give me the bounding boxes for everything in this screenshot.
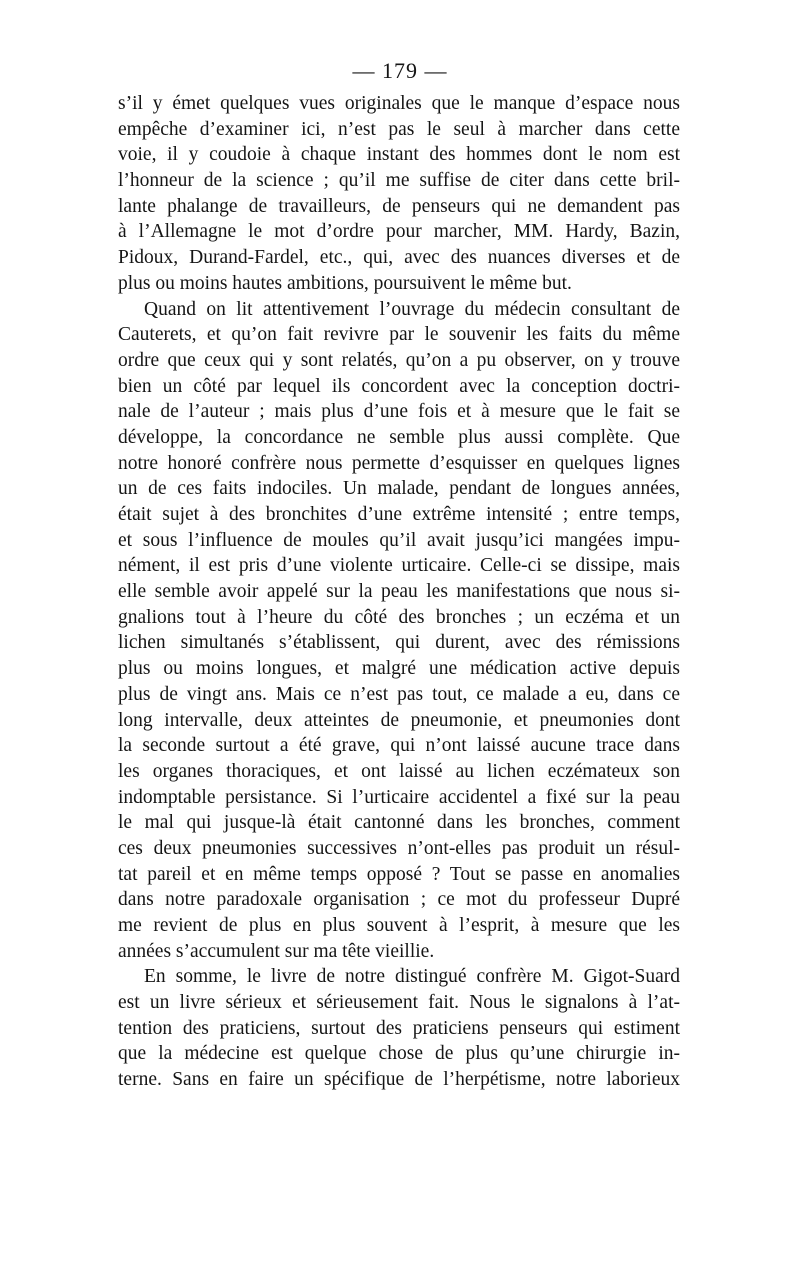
text-line: me revient de plus en plus souvent à l’esprit, à mesure que les <box>118 915 680 936</box>
paragraph <box>118 297 680 965</box>
text-line: ces deux pneumonies successives n’ont-elles pas produit un résul- <box>118 837 680 859</box>
text-line: tention des praticiens, surtout des praticiens penseurs qui estiment <box>118 1017 680 1039</box>
text-line: l’honneur de la science ; qu’il me suffise de citer dans cette bril- <box>118 170 680 192</box>
text-line: terne. Sans en faire un spécifique de l’herpétisme, notre laborieux <box>118 1069 680 1091</box>
text-line: empêche d’examiner ici, n’est pas le seul à marcher dans cette <box>118 118 680 140</box>
text-line: Cauterets, et qu’on fait revivre par le souvenir les faits du même <box>118 324 680 346</box>
paragraph <box>118 964 680 1092</box>
text-line: lichen simultanés s’établissent, qui durent, avec des rémissions <box>118 632 680 654</box>
text-line: plus de vingt ans. Mais ce n’est pas tout, ce malade a eu, dans ce <box>118 683 680 705</box>
text-line: à l’Allemagne le mot d’ordre pour marcher, MM. Hardy, Bazin, <box>118 221 680 243</box>
text-line: était sujet à des bronchites d’une extrême intensité ; entre temps, <box>118 504 680 525</box>
text-line: voie, il y coudoie à chaque instant des hommes dont le nom est <box>118 144 680 166</box>
text-line: elle semble avoir appelé sur la peau les manifestations que nous si- <box>118 581 680 603</box>
text-line: développe, la concordance ne semble plus aussi complète. Que <box>118 426 680 448</box>
text-line: En somme, le livre de notre distingué confrère M. Gigot-Suard <box>144 966 680 988</box>
text-line: Quand on lit attentivement l’ouvrage du médecin consultant de <box>144 298 680 320</box>
text-line: est un livre sérieux et sérieusement fait. Nous le signalons à l’at- <box>118 992 680 1014</box>
text-line: tat pareil et en même temps opposé ? Tout se passe en anomalies <box>118 863 680 885</box>
text-line: lante phalange de travailleurs, de penseurs qui ne demandent pas <box>118 195 680 217</box>
text-line: le mal qui jusque-là était cantonné dans les bronches, comment <box>118 812 680 834</box>
text-line: dans notre paradoxale organisation ; ce mot du professeur Dupré <box>118 889 680 911</box>
page-number: — 179 — <box>352 58 448 83</box>
text-line: un de ces faits indociles. Un malade, pendant de longues années, <box>118 478 680 500</box>
text-line: Pidoux, Durand-Fardel, etc., qui, avec des nuances diverses et de <box>118 247 680 269</box>
paragraph <box>118 91 680 297</box>
text-line: bien un côté par lequel ils concordent avec la conception doctri- <box>118 375 680 397</box>
text-line: années s’accumulent sur ma tête vieillie. <box>118 940 435 962</box>
text-line: la seconde surtout a été grave, qui n’ont laissé aucune trace dans <box>118 735 680 757</box>
body-text <box>118 91 680 1093</box>
text-line: ordre que ceux qui y sont relatés, qu’on a pu observer, on y trouve <box>118 349 680 371</box>
text-line: nément, il est pris d’une violente urticaire. Celle-ci se dissipe, mais <box>118 555 680 577</box>
text-line: gnalions tout à l’heure du côté des bronches ; un eczéma et un <box>118 606 680 628</box>
text-line: que la médecine est quelque chose de plus qu’une chirurgie in- <box>118 1043 680 1065</box>
text-line: les organes thoraciques, et ont laissé au lichen eczémateux son <box>118 760 680 782</box>
text-line: s’il y émet quelques vues originales que le manque d’espace nous <box>118 93 680 114</box>
text-line: plus ou moins hautes ambitions, poursuivent le même but. <box>118 272 572 294</box>
text-line: indomptable persistance. Si l’urticaire accidentel a fixé sur la peau <box>118 786 680 808</box>
text-line: notre honoré confrère nous permette d’esquisser en quelques lignes <box>118 452 680 474</box>
text-line: plus ou moins longues, et malgré une médication active depuis <box>118 658 680 680</box>
text-line: et sous l’influence de moules qu’il avait jusqu’ici mangées impu- <box>118 529 680 551</box>
text-line: nale de l’auteur ; mais plus d’une fois et à mesure que le fait se <box>118 401 680 423</box>
text-line: long intervalle, deux atteintes de pneumonie, et pneumonies dont <box>118 709 680 731</box>
